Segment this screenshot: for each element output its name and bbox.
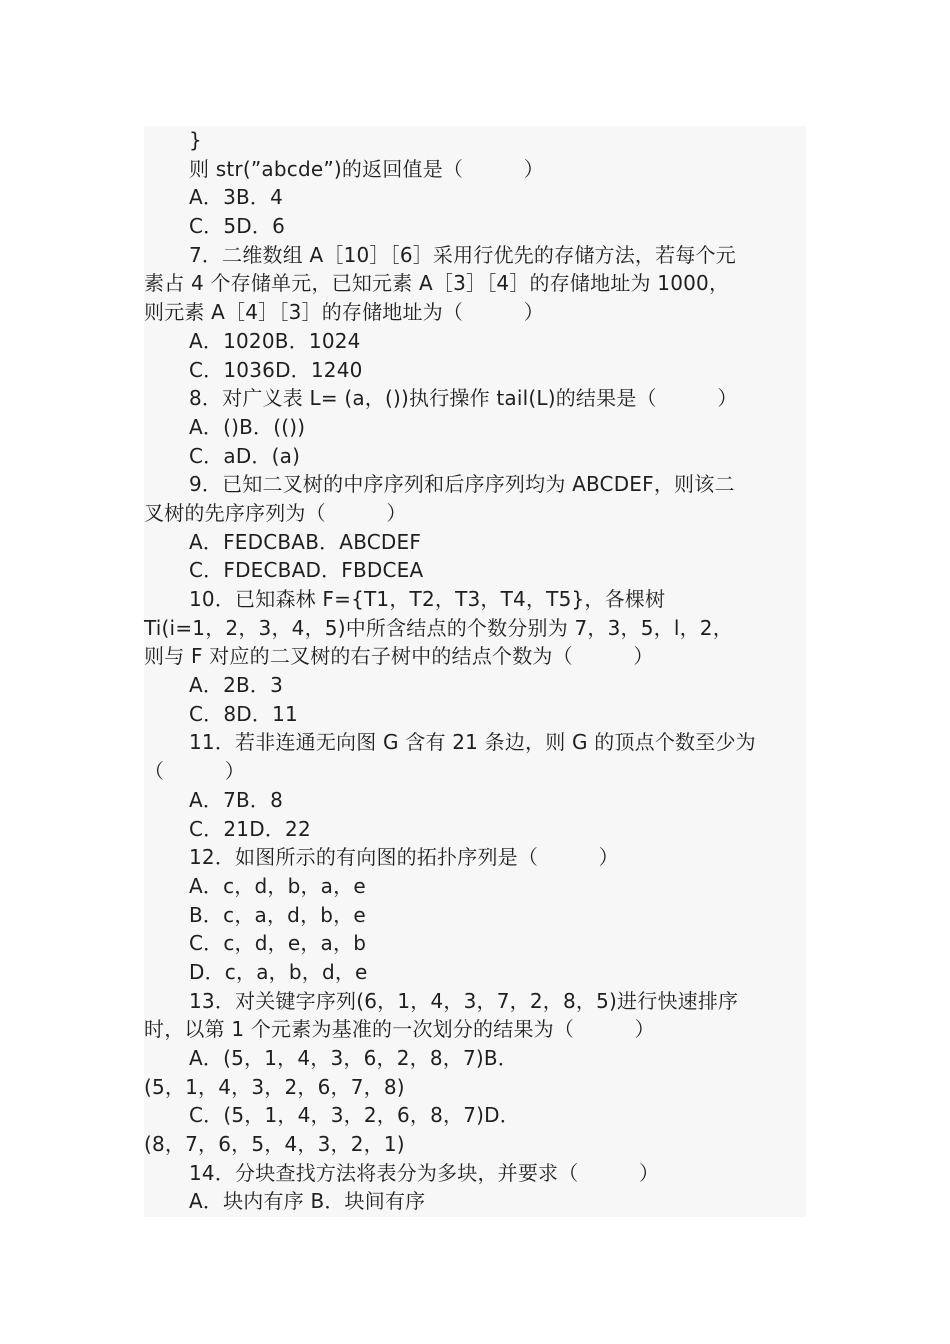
question-10-stem-line-1: 10．已知森林 F={T1，T2，T3，T4，T5}，各棵树	[189, 587, 666, 611]
question-11-stem-line-1: 11．若非连通无向图 G 含有 21 条边，则 G 的顶点个数至少为	[189, 730, 756, 755]
question-14-stem: 14．分块查找方法将表分为多块，并要求（ ）	[189, 1160, 660, 1185]
question-12-option-a: A．c，d，b，a，e	[189, 873, 366, 898]
question-9-stem-line-1: 9．已知二叉树的中序序列和后序序列均为 ABCDEF，则该二	[189, 472, 735, 497]
question-13-stem-line-1: 13．对关键字序列(6，1，4，3，7，2，8，5)进行快速排序	[189, 988, 739, 1013]
question-10-stem-line-3: 则与 F 对应的二叉树的右子树中的结点个数为（ ）	[144, 644, 654, 669]
question-6-stem: 则 str(”abcde”)的返回值是（ ）	[189, 156, 544, 181]
question-7-options-ab: A．1020B．1024	[189, 328, 361, 353]
document-text	[144, 126, 806, 1216]
question-6-options-cd: C．5D．6	[189, 214, 286, 239]
question-13-options-ab-line-2: (5，1，4，3，2，6，7，8)	[144, 1074, 405, 1099]
question-9-options-ab: A．FEDCBAB．ABCDEF	[189, 529, 422, 554]
question-12-option-c: C．c，d，e，a，b	[189, 931, 367, 956]
question-8-stem: 8．对广义表 L= (a，())执行操作 tail(L)的结果是（ ）	[189, 386, 738, 411]
question-10-options-ab: A．2B．3	[189, 673, 284, 698]
question-6-options-ab: A．3B．4	[189, 185, 284, 210]
question-7-options-cd: C．1036D．1240	[189, 357, 363, 382]
question-13-options-cd-line-1: C．(5，1，4，3，2，6，8，7)D．	[189, 1103, 520, 1128]
question-13-options-cd-line-2: (8，7，6，5，4，3，2，1)	[144, 1132, 405, 1157]
question-10-options-cd: C．8D．11	[189, 701, 298, 726]
question-13-options-ab-line-1: A．(5，1，4，3，6，2，8，7)B．	[189, 1046, 519, 1070]
document-page	[144, 126, 806, 1217]
question-12-stem: 12．如图所示的有向图的拓扑序列是（ ）	[189, 845, 619, 870]
question-7-stem-line-1: 7．二维数组 A［10］［6］采用行优先的存储方法，若每个元	[189, 242, 736, 267]
question-14-options-ab: A．块内有序 B．块间有序	[189, 1189, 426, 1214]
question-11-options-ab: A．7B．8	[189, 787, 284, 812]
question-11-stem-line-2: （ ）	[144, 759, 245, 784]
question-8-options-ab: A．()B．(())	[189, 414, 306, 439]
question-7-stem-line-3: 则元素 A［4］［3］的存储地址为（ ）	[144, 300, 544, 325]
closing-brace: }	[189, 128, 202, 152]
question-13-stem-line-2: 时，以第 1 个元素为基准的一次划分的结果为（ ）	[144, 1017, 655, 1042]
question-10-stem-line-2: Ti(i=1，2，3，4，5)中所含结点的个数分别为 7，3，5，l，2，	[144, 615, 733, 640]
question-9-stem-line-2: 叉树的先序序列为（ ）	[144, 500, 407, 525]
question-11-options-cd: C．21D．22	[189, 816, 311, 841]
question-9-options-cd: C．FDECBAD．FBDCEA	[189, 558, 424, 583]
question-8-options-cd: C．aD．(a)	[189, 443, 301, 468]
question-7-stem-line-2: 素占 4 个存储单元，已知元素 A［3］［4］的存储地址为 1000，	[144, 271, 730, 296]
question-12-option-b: B．c，a，d，b，e	[189, 902, 366, 927]
question-12-option-d: D．c，a，b，d，e	[189, 959, 368, 984]
